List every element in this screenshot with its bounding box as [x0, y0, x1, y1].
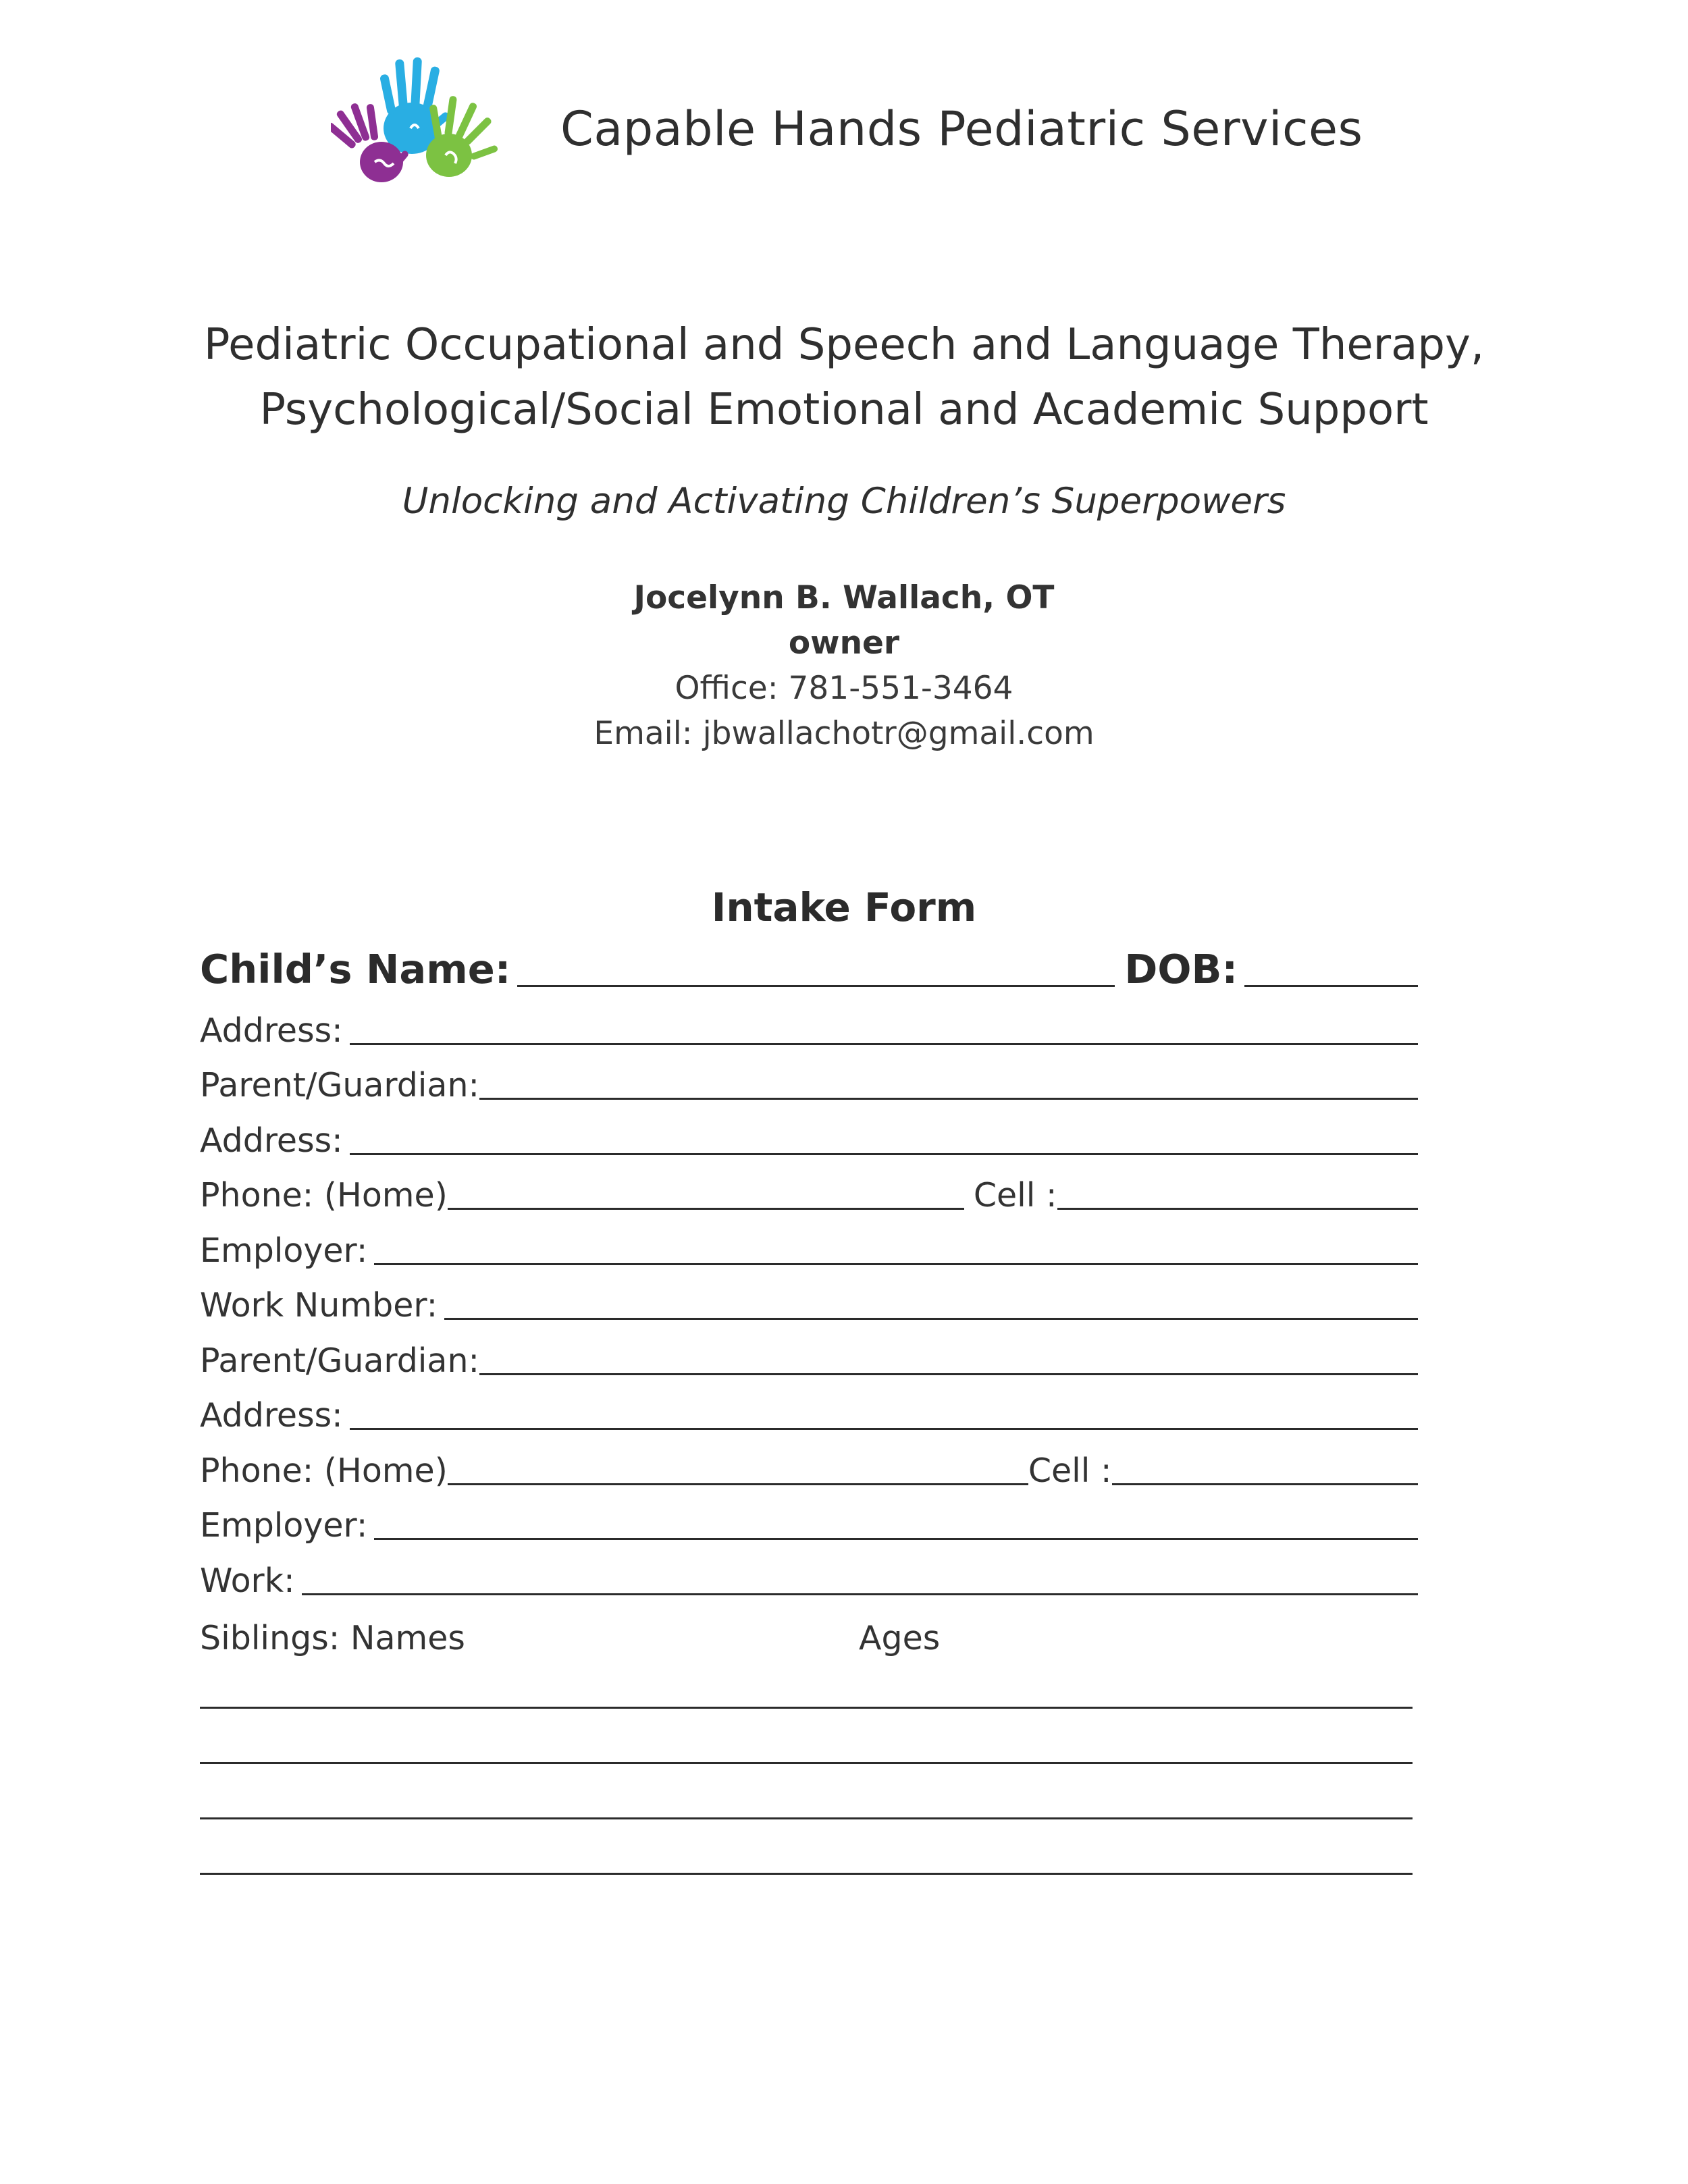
services-subtitle-line-1: Pediatric Occupational and Speech and Language Therapy, [203, 320, 1485, 370]
parent2-address-row [200, 1396, 1418, 1435]
sibling-entry-line-4[interactable] [200, 1873, 1413, 1875]
parent2-row [200, 1341, 1418, 1380]
sibling-entry-line-2[interactable] [200, 1762, 1413, 1764]
address-label: Address: [200, 1011, 343, 1050]
dob-field[interactable] [1244, 984, 1418, 987]
parent1-work-number-row [200, 1286, 1418, 1325]
parent1-address-field[interactable] [350, 1152, 1418, 1155]
tagline: Unlocking and Activating Children’s Superpowers [402, 481, 1286, 522]
parent2-employer-field[interactable] [374, 1537, 1418, 1540]
parent-guardian-label: Parent/Guardian: [200, 1066, 480, 1104]
work-number-label: Work Number: [200, 1286, 438, 1325]
green-hand-icon [426, 96, 498, 177]
form-title: Intake Form [711, 884, 977, 930]
employer-label: Employer: [200, 1231, 368, 1270]
parent2-home-phone-field[interactable] [448, 1483, 1028, 1485]
parent1-cell-field[interactable] [1057, 1207, 1419, 1210]
sibling-entry-line-1[interactable] [200, 1707, 1413, 1709]
services-subtitle-line-2: Psychological/Social Emotional and Academic Support [259, 385, 1429, 435]
parent1-employer-field[interactable] [374, 1262, 1418, 1265]
address-label: Address: [200, 1396, 343, 1435]
parent2-address-field[interactable] [350, 1427, 1418, 1430]
contact-name: Jocelynn B. Wallach, OT [633, 579, 1055, 616]
parent2-cell-field[interactable] [1112, 1483, 1419, 1485]
dob-label: DOB: [1124, 946, 1238, 992]
contact-role: owner [788, 624, 900, 662]
parent1-row [200, 1066, 1418, 1104]
work-label: Work: [200, 1562, 295, 1600]
sibling-entry-line-3[interactable] [200, 1817, 1413, 1819]
home-phone-label: Phone: (Home) [200, 1176, 448, 1215]
childs-name-label: Child’s Name: [200, 946, 511, 992]
parent1-name-field[interactable] [479, 1097, 1418, 1100]
parent2-work-field[interactable] [302, 1593, 1418, 1595]
contact-office-phone: Office: 781-551-3464 [675, 670, 1013, 707]
parent1-home-phone-field[interactable] [448, 1207, 964, 1210]
child-address-row [200, 1011, 1418, 1050]
childs-name-field[interactable] [517, 984, 1115, 987]
parent1-phone-row [200, 1176, 1418, 1215]
siblings-names-label: Siblings: Names [200, 1619, 465, 1657]
child-name-row [200, 946, 1418, 992]
cell-label: Cell : [1028, 1451, 1112, 1490]
organization-name: Capable Hands Pediatric Services [560, 101, 1363, 157]
parent1-work-number-field[interactable] [444, 1317, 1418, 1320]
parent2-name-field[interactable] [479, 1373, 1418, 1375]
parent2-employer-row [200, 1506, 1418, 1545]
parent-guardian-label: Parent/Guardian: [200, 1341, 480, 1380]
employer-label: Employer: [200, 1506, 368, 1545]
child-address-field[interactable] [350, 1042, 1418, 1045]
parent2-work-row [200, 1562, 1418, 1600]
home-phone-label: Phone: (Home) [200, 1451, 448, 1490]
painted-hands-logo [331, 54, 506, 196]
parent1-employer-row [200, 1231, 1418, 1270]
siblings-ages-label: Ages [859, 1619, 941, 1657]
parent2-phone-row [200, 1451, 1418, 1490]
parent1-address-row [200, 1121, 1418, 1160]
contact-email: Email: jbwallachotr@gmail.com [594, 715, 1094, 752]
address-label: Address: [200, 1121, 343, 1160]
cell-label: Cell : [973, 1176, 1057, 1215]
